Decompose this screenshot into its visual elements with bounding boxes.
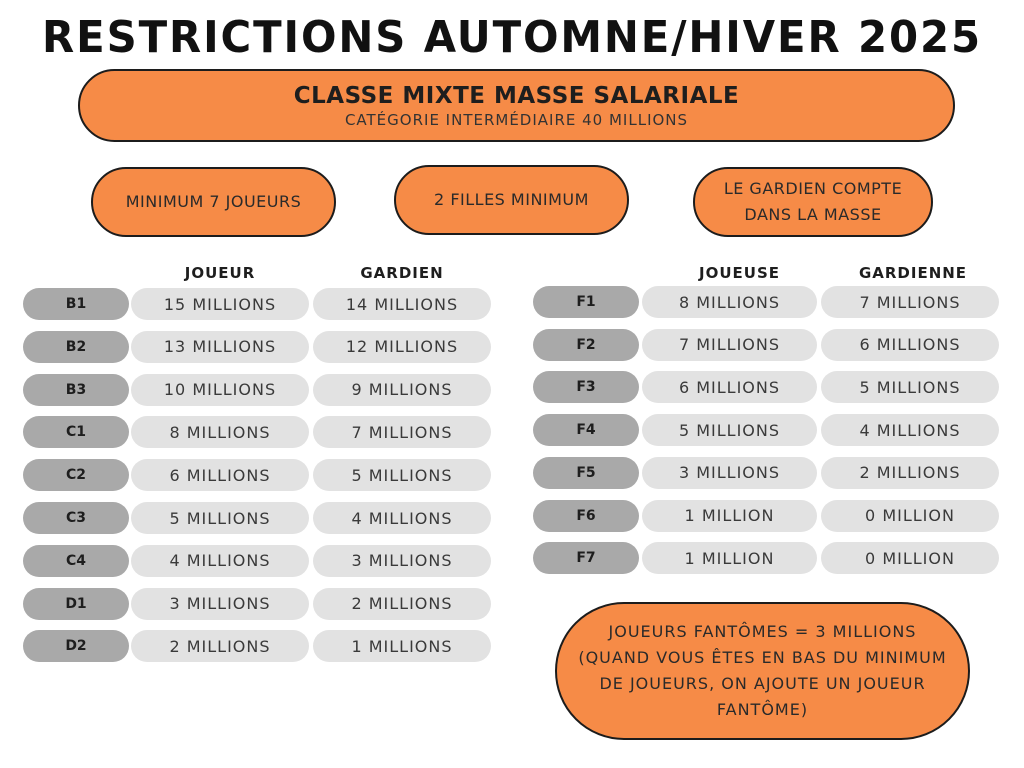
level-code: F1 xyxy=(533,286,639,318)
level-code: F7 xyxy=(533,542,639,574)
level-code: C1 xyxy=(23,416,129,448)
level-code: C3 xyxy=(23,502,129,534)
boys-table-row xyxy=(23,416,493,448)
player-value: 10 MILLIONS xyxy=(131,374,309,406)
category-banner xyxy=(78,69,955,142)
player-value: 15 MILLIONS xyxy=(131,288,309,320)
goalie-value: 3 MILLIONS xyxy=(313,545,491,577)
boys-table-row xyxy=(23,331,493,363)
goalie-value: 14 MILLIONS xyxy=(313,288,491,320)
girls-header-player: JOUEUSE xyxy=(699,264,780,282)
rule-minimum-girls xyxy=(394,165,629,235)
boys-table-row xyxy=(23,288,493,320)
girls-table-row xyxy=(533,542,999,574)
player-value: 8 MILLIONS xyxy=(131,416,309,448)
girls-table-row xyxy=(533,286,999,318)
rule-text: 2 FILLES MINIMUM xyxy=(434,190,589,209)
goalie-value: 4 MILLIONS xyxy=(821,414,999,446)
level-code: F5 xyxy=(533,457,639,489)
boys-header-player: JOUEUR xyxy=(184,264,256,282)
boys-table-row xyxy=(23,545,493,577)
level-code: D2 xyxy=(23,630,129,662)
level-code: F3 xyxy=(533,371,639,403)
boys-header-goalie: GARDIEN xyxy=(360,264,444,282)
level-code: F6 xyxy=(533,500,639,532)
player-value: 7 MILLIONS xyxy=(642,329,817,361)
player-value: 8 MILLIONS xyxy=(642,286,817,318)
rule-goalie-counts xyxy=(693,167,933,237)
player-value: 3 MILLIONS xyxy=(642,457,817,489)
player-value: 2 MILLIONS xyxy=(131,630,309,662)
boys-table-row xyxy=(23,630,493,662)
rule-text: MINIMUM 7 JOUEURS xyxy=(125,192,302,211)
rule-text: LE GARDIEN COMPTE DANS LA MASSE xyxy=(723,179,903,224)
goalie-value: 5 MILLIONS xyxy=(821,371,999,403)
girls-table-row xyxy=(533,371,999,403)
banner-subtitle: CATÉGORIE INTERMÉDIAIRE 40 MILLIONS xyxy=(344,110,689,129)
banner-title: CLASSE MIXTE MASSE SALARIALE xyxy=(293,82,740,109)
boys-table-row xyxy=(23,374,493,406)
player-value: 5 MILLIONS xyxy=(131,502,309,534)
player-value: 13 MILLIONS xyxy=(131,331,309,363)
goalie-value: 1 MILLIONS xyxy=(313,630,491,662)
goalie-value: 12 MILLIONS xyxy=(313,331,491,363)
level-code: F2 xyxy=(533,329,639,361)
boys-table-row xyxy=(23,588,493,620)
page-title: RESTRICTIONS AUTOMNE/HIVER 2025 xyxy=(42,12,982,63)
girls-header-goalie: GARDIENNE xyxy=(858,264,968,282)
level-code: B2 xyxy=(23,331,129,363)
player-value: 5 MILLIONS xyxy=(642,414,817,446)
player-value: 4 MILLIONS xyxy=(131,545,309,577)
player-value: 6 MILLIONS xyxy=(642,371,817,403)
ghost-player-note xyxy=(555,602,970,740)
goalie-value: 7 MILLIONS xyxy=(313,416,491,448)
girls-table-row xyxy=(533,414,999,446)
girls-table-row xyxy=(533,457,999,489)
goalie-value: 0 MILLION xyxy=(821,542,999,574)
level-code: B1 xyxy=(23,288,129,320)
level-code: B3 xyxy=(23,374,129,406)
level-code: C2 xyxy=(23,459,129,491)
goalie-value: 5 MILLIONS xyxy=(313,459,491,491)
player-value: 3 MILLIONS xyxy=(131,588,309,620)
level-code: D1 xyxy=(23,588,129,620)
ghost-note-text: JOUEURS FANTÔMES = 3 MILLIONS (QUAND VOUS ÊTES EN BAS DU MINIMUM DE JOUEURS, ON AJOUTE UN JOUEUR FANTÔME) xyxy=(578,622,947,719)
rule-minimum-players xyxy=(91,167,336,237)
player-value: 1 MILLION xyxy=(642,500,817,532)
goalie-value: 4 MILLIONS xyxy=(313,502,491,534)
boys-table-row xyxy=(23,502,493,534)
goalie-value: 7 MILLIONS xyxy=(821,286,999,318)
boys-table-row xyxy=(23,459,493,491)
player-value: 1 MILLION xyxy=(642,542,817,574)
girls-table-row xyxy=(533,329,999,361)
goalie-value: 0 MILLION xyxy=(821,500,999,532)
goalie-value: 9 MILLIONS xyxy=(313,374,491,406)
level-code: C4 xyxy=(23,545,129,577)
goalie-value: 6 MILLIONS xyxy=(821,329,999,361)
level-code: F4 xyxy=(533,414,639,446)
girls-table-row xyxy=(533,500,999,532)
goalie-value: 2 MILLIONS xyxy=(821,457,999,489)
player-value: 6 MILLIONS xyxy=(131,459,309,491)
goalie-value: 2 MILLIONS xyxy=(313,588,491,620)
